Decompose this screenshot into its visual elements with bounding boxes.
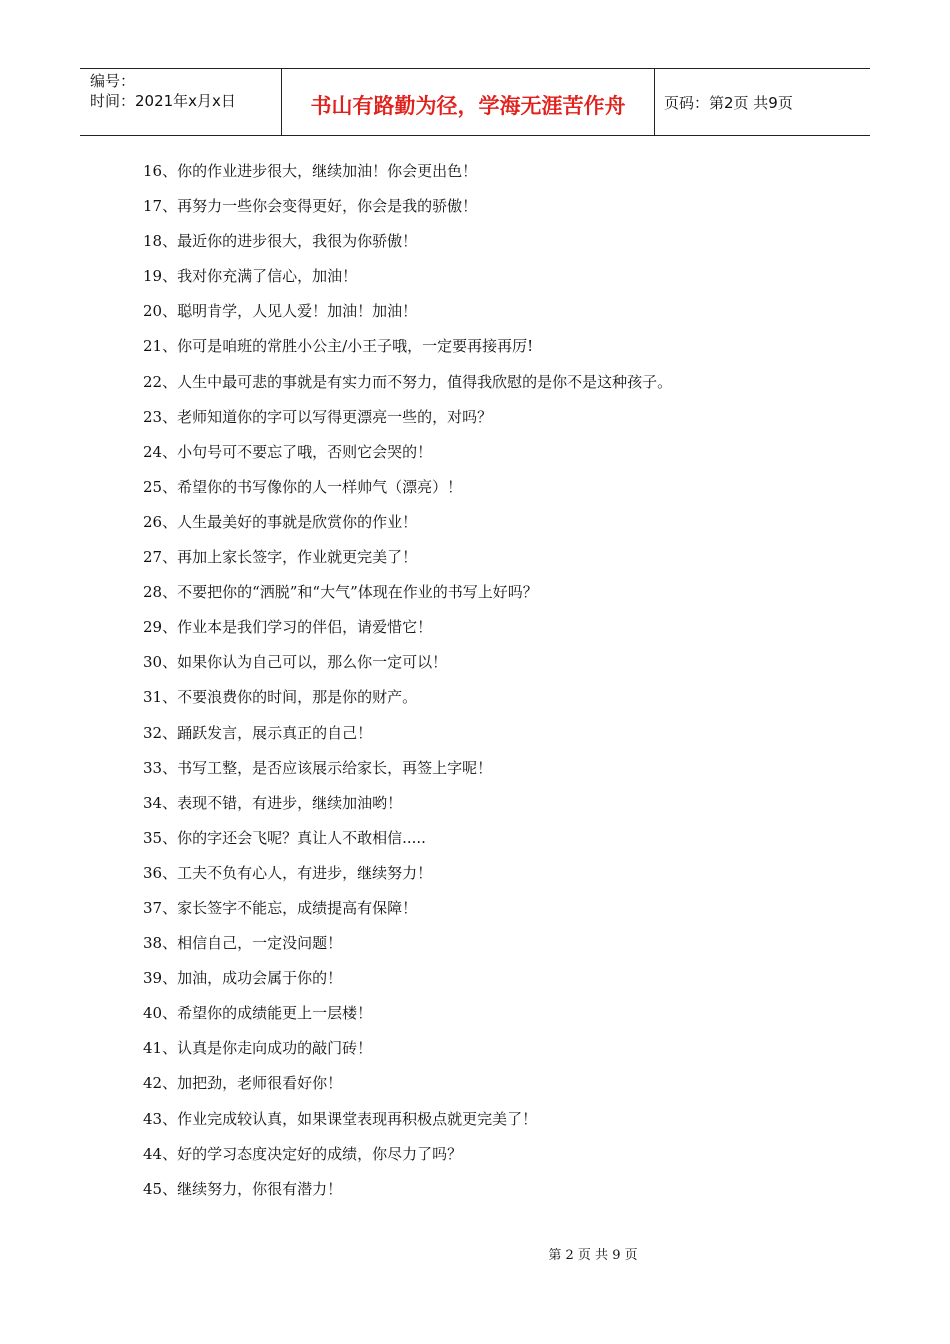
comment-item: 40、希望你的成绩能更上一层楼！ xyxy=(143,1004,373,1023)
comment-item: 24、小句号可不要忘了哦，否则它会哭的！ xyxy=(143,442,433,461)
comment-item: 42、加把劲，老师很看好你！ xyxy=(143,1074,343,1093)
header-motto xyxy=(282,69,655,135)
comment-item: 28、不要把你的“洒脱”和“大气”体现在作业的书写上好吗？ xyxy=(143,583,538,602)
comment-item: 37、家长签字不能忘，成绩提高有保障！ xyxy=(143,898,418,917)
comment-item: 44、好的学习态度决定好的成绩，你尽力了吗？ xyxy=(143,1144,463,1163)
page-footer xyxy=(0,1244,950,1263)
comment-item: 45、继续努力，你很有潜力！ xyxy=(143,1179,343,1198)
comment-item: 26、人生最美好的事就是欣赏你的作业！ xyxy=(143,512,418,531)
comment-item: 27、再加上家长签字，作业就更完美了！ xyxy=(143,548,418,567)
motto-text: 书山有路勤为径，学海无涯苦作舟 xyxy=(310,94,626,118)
comment-item: 29、作业本是我们学习的伴侣，请爱惜它！ xyxy=(143,618,433,637)
comment-item: 18、最近你的进步很大，我很为你骄傲！ xyxy=(143,232,418,251)
footer-page-number: 第 2 页 共 9 页 xyxy=(548,1248,638,1263)
page-header xyxy=(80,68,870,136)
page-info-text: 页码：第2页 共9页 xyxy=(664,93,793,112)
comment-item: 32、踊跃发言，展示真正的自己！ xyxy=(143,723,373,742)
comment-item: 43、作业完成较认真，如果课堂表现再积极点就更完美了！ xyxy=(143,1109,538,1128)
comment-item: 31、不要浪费你的时间，那是你的财产。 xyxy=(143,688,418,707)
comment-item: 35、你的字还会飞呢？真让人不敢相信..... xyxy=(143,828,426,847)
comment-item: 41、认真是你走向成功的敲门砖！ xyxy=(143,1039,373,1058)
comment-item: 30、如果你认为自己可以，那么你一定可以！ xyxy=(143,653,448,672)
comment-item: 17、再努力一些你会变得更好，你会是我的骄傲！ xyxy=(143,197,478,216)
comment-item: 25、希望你的书写像你的人一样帅气（漂亮）！ xyxy=(143,477,463,496)
comment-item: 21、你可是咱班的常胜小公主/小王子哦，一定要再接再厉! xyxy=(143,337,534,356)
header-page-info xyxy=(655,69,870,135)
comment-item: 16、你的作业进步很大，继续加油！你会更出色！ xyxy=(143,162,478,180)
comment-item: 33、书写工整，是否应该展示给家长，再签上字呢！ xyxy=(143,758,493,777)
time-label: 时间：2021年x月x日 xyxy=(90,92,236,110)
comment-item: 36、工夫不负有心人，有进步，继续努力！ xyxy=(143,863,433,882)
header-meta xyxy=(80,69,282,135)
comment-item: 34、表现不错，有进步，继续加油哟！ xyxy=(143,793,403,812)
comment-item: 22、人生中最可悲的事就是有实力而不努力，值得我欣慰的是你不是这种孩子。 xyxy=(143,372,673,391)
comment-item: 19、我对你充满了信心，加油！ xyxy=(143,267,358,286)
comment-item: 23、老师知道你的字可以写得更漂亮一些的，对吗？ xyxy=(143,407,493,426)
comment-item: 38、相信自己，一定没问题！ xyxy=(143,934,343,953)
number-label: 编号： xyxy=(90,72,136,90)
comment-item: 39、加油，成功会属于你的！ xyxy=(143,969,343,988)
comment-item: 20、聪明肯学，人见人爱！加油！加油！ xyxy=(143,302,418,321)
comment-list xyxy=(143,158,672,1211)
